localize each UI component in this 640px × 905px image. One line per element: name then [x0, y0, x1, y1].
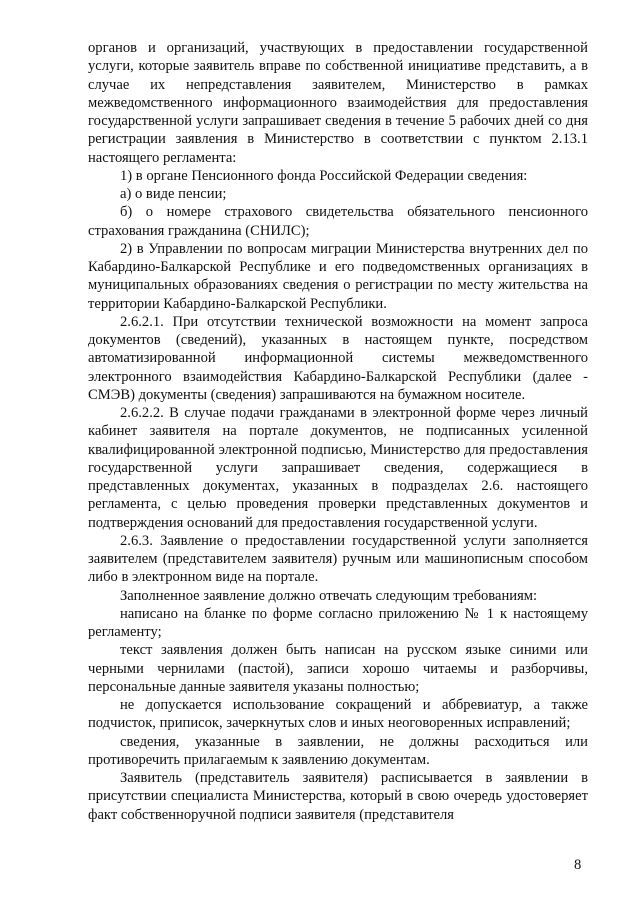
paragraph-pension-fund: 1) в органе Пенсионного фонда Российской Федерации сведения:	[120, 167, 528, 184]
paragraph-2-6-2-2: 2.6.2.2. В случае подачи гражданами в электронной форме через личный кабинет заявителя на портале документов, не подписанных усиленной квалифицированной электронной подписью, Министерство для предоставления государственной услуги запрашивает сведения, содержащиеся в представленных документах, указанных в подразделах 2.6. настоящего регламента, с целью проведения проверки представленных документов и подтверждения оснований для предоставления государственной услуги.	[88, 405, 588, 531]
paragraph-2-6-2-1: 2.6.2.1. При отсутствии технической возможности на момент запроса документов (сведений), указанных в настоящем пункте, посредством автоматизированной информационной системы межведомственного электронного взаимодействия Кабардино-Балкарской Республики (далее - СМЭВ) документы (сведения) запрашиваются на бумажном носителе.	[88, 313, 588, 403]
document-body	[88, 39, 588, 824]
paragraph-requirement-consistency: сведения, указанные в заявлении, не должны расходиться или противоречить прилагаемым к заявлению документам.	[88, 733, 588, 768]
page-number: 8	[574, 857, 582, 873]
paragraph-requirement-abbreviations: не допускается использование сокращений и аббревиатур, а также подчисток, приписок, зачеркнутых слов и иных неоговоренных исправлений;	[88, 697, 588, 732]
paragraph-snils: б) о номере страхового свидетельства обязательного пенсионного страхования гражданина (СНИЛС);	[88, 204, 588, 239]
paragraph-pension-type: а) о виде пенсии;	[120, 186, 227, 202]
paragraph-migration: 2) в Управлении по вопросам миграции Министерства внутренних дел по Кабардино-Балкарской Республике и его подведомственных организациях в муниципальных образованиях сведения о регистрации по месту жительства на территории Кабардино-Балкарской Республики.	[88, 240, 588, 312]
paragraph-intro: органов и организаций, участвующих в предоставлении государственной услуги, которые заявитель вправе по собственной инициативе представить, а в случае их непредставления заявителем, Министерство в рамках межведомственного информационного взаимодействия для предоставления государственной услуги запрашивает сведения в течение 5 рабочих дней со дня регистрации заявления в Министерство в соответствии с пунктом 2.13.1 настоящего регламента:	[88, 40, 588, 166]
paragraph-requirement-language: текст заявления должен быть написан на русском языке синими или черными чернилами (пастой), записи хорошо читаемы и разборчивы, персональные данные заявителя указаны полностью;	[88, 642, 588, 695]
paragraph-requirement-form: написано на бланке по форме согласно приложению № 1 к настоящему регламенту;	[88, 605, 588, 640]
paragraph-signature: Заявитель (представитель заявителя) расписывается в заявлении в присутствии специалиста Министерства, который в свою очередь удостоверяет факт собственноручной подписи заявителя (представителя	[88, 770, 588, 823]
paragraph-2-6-3: 2.6.3. Заявление о предоставлении государственной услуги заполняется заявителем (представителем заявителя) ручным или машинописным способом либо в электронном виде на портале.	[88, 532, 588, 586]
paragraph-requirements: Заполненное заявление должно отвечать следующим требованиям:	[120, 587, 538, 604]
